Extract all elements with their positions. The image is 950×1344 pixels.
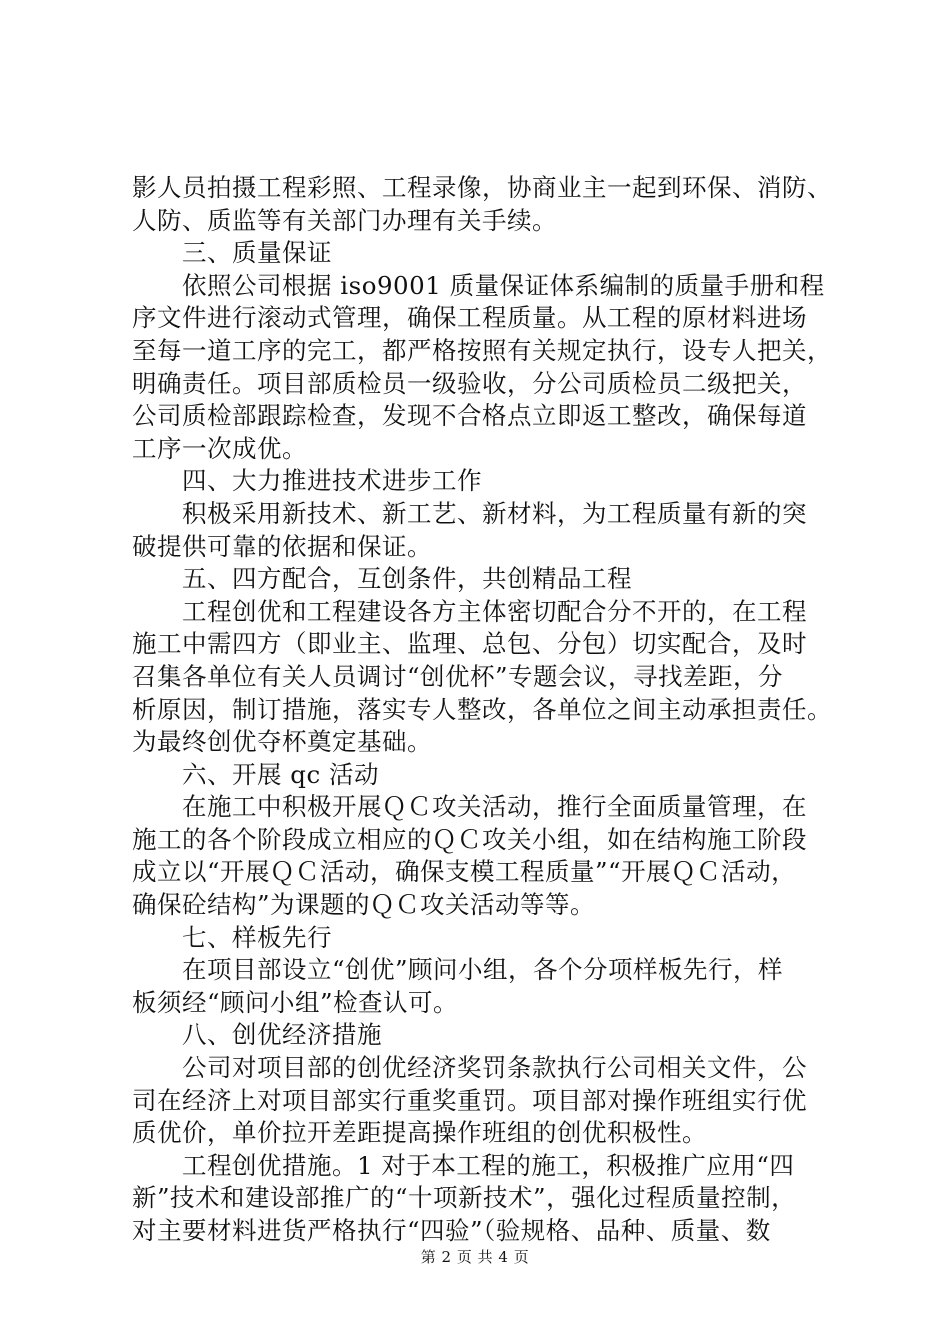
text-line: 析原因，制订措施，落实专人整改，各单位之间主动承担责任。 — [132, 694, 832, 724]
text-line: 影人员拍摄工程彩照、工程录像，协商业主一起到环保、消防、 — [132, 173, 832, 202]
text-line: 在施工中积极开展ＱＣ攻关活动，推行全面质量管理，在 — [182, 792, 807, 822]
text-line: 为最终创优夺杯奠定基础。 — [132, 727, 432, 757]
text-line: 破提供可靠的依据和保证。 — [132, 531, 432, 561]
page-number-footer: 第 2 页 共 4 页 — [420, 1248, 530, 1266]
text-line: 施工的各个阶段成立相应的ＱＣ攻关小组，如在结构施工阶段 — [132, 824, 807, 854]
text-line: 质优价，单价拉开差距提高操作班组的创优积极性。 — [132, 1118, 707, 1148]
text-line: 序文件进行滚动式管理，确保工程质量。从工程的原材料进场 — [132, 303, 807, 333]
text-line: 公司质检部跟踪检查，发现不合格点立即返工整改，确保每道 — [132, 401, 807, 431]
text-line: 施工中需四方（即业主、监理、总包、分包）切实配合，及时 — [132, 629, 807, 659]
text-line: 明确责任。项目部质检员一级验收，分公司质检员二级把关， — [132, 368, 807, 398]
text-line: 召集各单位有关人员调讨“创优杯”专题会议，寻找差距，分 — [132, 661, 784, 691]
text-line: 成立以“开展ＱＣ活动，确保支模工程质量”“开展ＱＣ活动， — [132, 857, 797, 887]
text-line: 依照公司根据 iso9001 质量保证体系编制的质量手册和程 — [182, 270, 825, 300]
text-line: 工序一次成优。 — [132, 433, 307, 463]
text-line: 四、大力推进技术进步工作 — [182, 466, 482, 496]
text-line: 在项目部设立“创优”顾问小组，各个分项样板先行，样 — [182, 955, 784, 985]
document-body — [132, 172, 852, 1248]
text-line: 板须经“顾问小组”检查认可。 — [132, 987, 459, 1017]
text-line: 六、开展 qc 活动 — [182, 759, 379, 789]
text-line: 司在经济上对项目部实行重奖重罚。项目部对操作班组实行优 — [132, 1085, 807, 1115]
text-line: 对主要材料进货严格执行“四验”（验规格、品种、质量、数 — [132, 1216, 771, 1245]
text-line: 人防、质监等有关部门办理有关手续。 — [132, 205, 557, 235]
text-line: 五、四方配合，互创条件，共创精品工程 — [182, 564, 632, 594]
text-line: 积极采用新技术、新工艺、新材料，为工程质量有新的突 — [182, 498, 807, 528]
text-line: 确保砼结构”为课题的ＱＣ攻关活动等等。 — [132, 890, 596, 920]
text-line: 新”技术和建设部推广的“十项新技术”，强化过程质量控制， — [132, 1183, 797, 1213]
text-line: 工程创优措施。1 对于本工程的施工，积极推广应用“四 — [182, 1150, 795, 1180]
text-line: 七、样板先行 — [182, 922, 332, 952]
text-line: 公司对项目部的创优经济奖罚条款执行公司相关文件，公 — [182, 1053, 807, 1083]
text-line: 工程创优和工程建设各方主体密切配合分不开的，在工程 — [182, 596, 807, 626]
text-line: 八、创优经济措施 — [182, 1020, 382, 1050]
text-line: 三、质量保证 — [182, 238, 332, 268]
text-line: 至每一道工序的完工，都严格按照有关规定执行，设专人把关， — [132, 335, 832, 365]
